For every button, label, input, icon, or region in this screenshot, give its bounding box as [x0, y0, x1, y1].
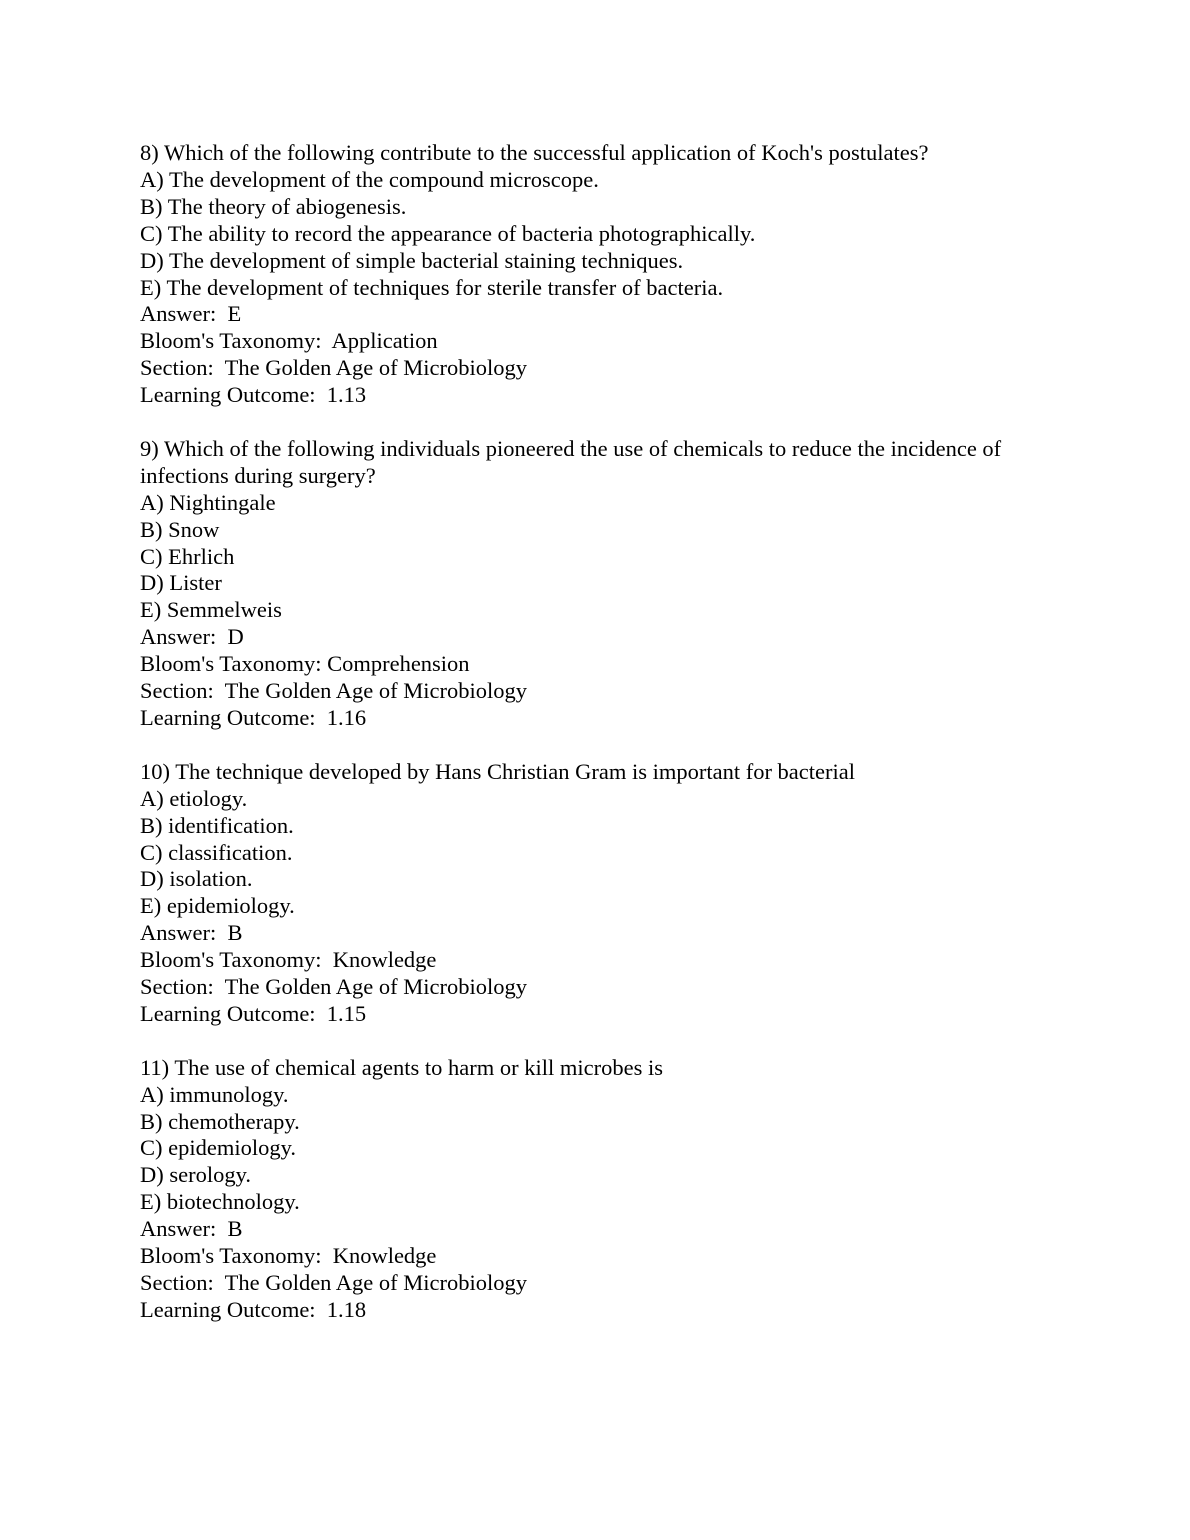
answer-option: E) Semmelweis — [140, 597, 282, 623]
answer-option: C) The ability to record the appearance of bacteria photographically. — [140, 220, 756, 246]
answer-option: A) Nightingale — [140, 489, 276, 515]
section-label: Section: The Golden Age of Microbiology — [140, 355, 528, 381]
answer-option: A) etiology. — [140, 785, 248, 811]
answer-key: Answer: E — [140, 301, 242, 327]
answer-key: Answer: B — [140, 920, 243, 946]
section-label: Section: The Golden Age of Microbiology — [140, 1270, 528, 1296]
answer-option: C) Ehrlich — [140, 543, 235, 569]
blooms-taxonomy: Bloom's Taxonomy: Comprehension — [140, 651, 470, 677]
answer-key: Answer: B — [140, 1216, 243, 1242]
answer-option: D) The development of simple bacterial staining techniques. — [140, 247, 684, 273]
answer-option: C) classification. — [140, 839, 293, 865]
question-8 — [140, 140, 1050, 409]
learning-outcome: Learning Outcome: 1.16 — [140, 705, 367, 731]
answer-option: A) immunology. — [140, 1081, 289, 1107]
answer-option: D) serology. — [140, 1162, 252, 1188]
blooms-taxonomy: Bloom's Taxonomy: Application — [140, 328, 438, 354]
answer-option: D) isolation. — [140, 866, 253, 892]
question-11 — [140, 1055, 1050, 1324]
answer-option: C) epidemiology. — [140, 1135, 297, 1161]
question-10 — [140, 759, 1050, 1028]
learning-outcome: Learning Outcome: 1.15 — [140, 1000, 367, 1026]
question-prompt: 10) The technique developed by Hans Christian Gram is important for bacterial — [140, 758, 856, 784]
section-label: Section: The Golden Age of Microbiology — [140, 678, 528, 704]
answer-key: Answer: D — [140, 624, 244, 650]
answer-option: E) epidemiology. — [140, 893, 295, 919]
question-prompt: 11) The use of chemical agents to harm or kill microbes is — [140, 1054, 663, 1080]
blooms-taxonomy: Bloom's Taxonomy: Knowledge — [140, 1243, 437, 1269]
answer-option: E) The development of techniques for sterile transfer of bacteria. — [140, 274, 724, 300]
answer-option: E) biotechnology. — [140, 1189, 300, 1215]
learning-outcome: Learning Outcome: 1.18 — [140, 1296, 367, 1322]
answer-option: B) chemotherapy. — [140, 1108, 300, 1134]
section-label: Section: The Golden Age of Microbiology — [140, 974, 528, 1000]
answer-option: A) The development of the compound microscope. — [140, 166, 599, 192]
learning-outcome: Learning Outcome: 1.13 — [140, 382, 367, 408]
answer-option: B) Snow — [140, 516, 220, 542]
question-9 — [140, 436, 1050, 732]
answer-option: B) identification. — [140, 812, 294, 838]
answer-option: D) Lister — [140, 570, 222, 596]
question-prompt: 9) Which of the following individuals pioneered the use of chemicals to reduce the incidence of infections during surgery? — [140, 435, 1007, 488]
question-list — [140, 140, 1050, 1351]
answer-option: B) The theory of abiogenesis. — [140, 193, 407, 219]
question-prompt: 8) Which of the following contribute to the successful application of Koch's postulates? — [140, 140, 929, 165]
blooms-taxonomy: Bloom's Taxonomy: Knowledge — [140, 947, 437, 973]
